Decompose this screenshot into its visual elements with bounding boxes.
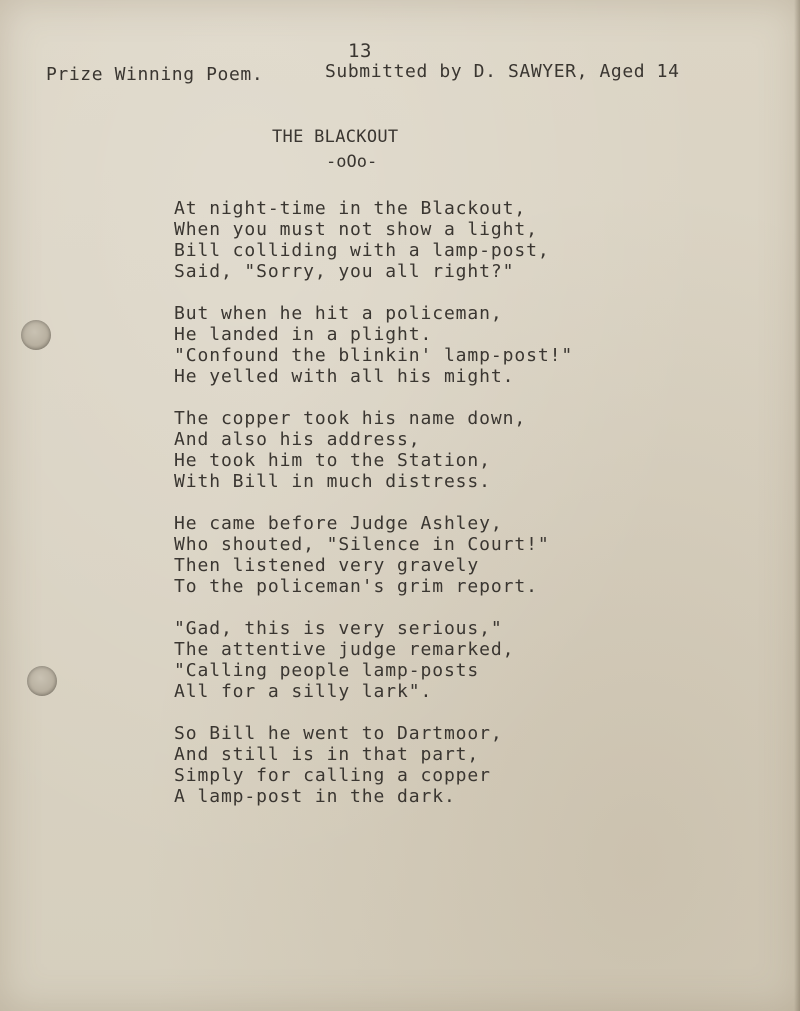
poem-line: Said, "Sorry, you all right?" (174, 261, 515, 282)
poem-title: THE BLACKOUT (272, 127, 399, 147)
poem-line: To the policeman's grim report. (174, 576, 538, 597)
page-number: 13 (348, 40, 372, 62)
poem-line: And still is in that part, (174, 744, 480, 765)
poem-line: At night-time in the Blackout, (174, 198, 527, 219)
stanza-2 (174, 303, 774, 387)
poem-line: He took him to the Station, (174, 450, 491, 471)
poem-line: With Bill in much distress. (174, 471, 491, 492)
poem-line: And also his address, (174, 429, 421, 450)
poem-body (174, 198, 774, 828)
punch-hole-upper (21, 320, 51, 350)
poem-line: "Gad, this is very serious," (174, 618, 503, 639)
header-author-credit: Submitted by D. SAWYER, Aged 14 (325, 61, 680, 82)
stanza-3 (174, 408, 774, 492)
poem-line: Then listened very gravely (174, 555, 480, 576)
stanza-5 (174, 618, 774, 702)
stanza-6 (174, 723, 774, 807)
poem-line: Simply for calling a copper (174, 765, 491, 786)
poem-line: The copper took his name down, (174, 408, 527, 429)
title-decoration: -oOo- (326, 152, 378, 172)
poem-line: Bill colliding with a lamp-post, (174, 240, 550, 261)
poem-line: The attentive judge remarked, (174, 639, 515, 660)
poem-line: He landed in a plight. (174, 324, 433, 345)
poem-line: He came before Judge Ashley, (174, 513, 503, 534)
poem-line: But when he hit a policeman, (174, 303, 503, 324)
page-edge-shadow (794, 0, 800, 1011)
poem-line: "Confound the blinkin' lamp-post!" (174, 345, 574, 366)
poem-line: All for a silly lark". (174, 681, 433, 702)
stanza-4 (174, 513, 774, 597)
poem-line: He yelled with all his might. (174, 366, 515, 387)
stanza-1 (174, 198, 774, 282)
poem-line: When you must not show a light, (174, 219, 538, 240)
poem-line: So Bill he went to Dartmoor, (174, 723, 503, 744)
poem-line: A lamp-post in the dark. (174, 786, 456, 807)
poem-line: Who shouted, "Silence in Court!" (174, 534, 550, 555)
poem-line: "Calling people lamp-posts (174, 660, 480, 681)
punch-hole-lower (27, 666, 57, 696)
header-prize-label: Prize Winning Poem. (46, 64, 264, 85)
